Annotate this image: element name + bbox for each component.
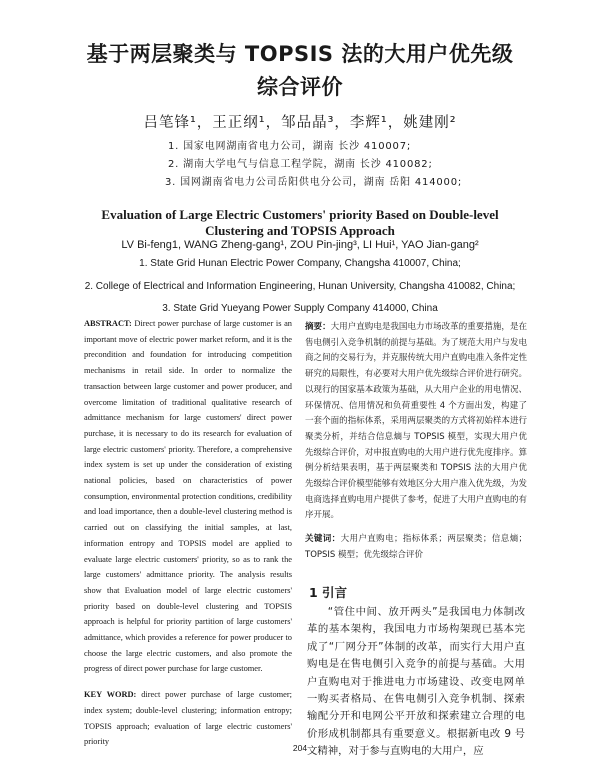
abstract-en [84,316,292,677]
authors-cn: 吕笔锋¹，王正纲¹，邹品晶³，李辉¹，姚建刚² [143,115,457,131]
keywords-cn [305,532,527,563]
title-en-line1: Evaluation of Large Electric Customers' priority Based on Double-level [101,207,499,222]
affiliation-en-1: 1. State Grid Hunan Electric Power Company, Changsha 410007, China; [139,258,461,269]
keywords-cn-label: 关键词： [305,534,341,545]
abstract-cn-text: 大用户直购电是我国电力市场改革的重要措施，是在售电侧引入竞争机制的前提与基础。为了规范大用户与发电商之间的交易行为，并克服传统大用户直购电准入条件定性研究的局限性，有必要对大用户优先级综合评价进行研究。以现行的国家基本政策为基础，从大用户企业的用电情况、环保情况、信用情况和负荷重要性 4 个方面出发，构建了一套个面的指标体系，采用两层聚类的方式将初始样本进行聚类分析，并结合信息熵与 TOPSIS 模型，实现大用户优先级综合评价，对申报直购电的大用户进行优先度排序。算例分析结果表明，基于两层聚类和 TOPSIS 法的大用户优先级综合评价模型能够有效地区分大用户准入优先级，为发电商选择直购电用户提供了参考，促进了大用户直购电的有序开展。 [305,322,527,521]
abstract-en-column [84,316,292,750]
affiliation-en-2: 2. College of Electrical and Information Engineering, Hunan University, Changsha 410082, China; [84,281,516,292]
title-cn-line1: 基于两层聚类与 TOPSIS 法的大用户优先级 [86,42,514,66]
abstract-en-text: Direct power purchase of large customer is an important move of electric power market reform, and it is the precondition and foundation for introducing competition mechanisms in retail side. In order to normalize the transaction between large customer and power producer, and overcome limitation of traditional qualitative research of admittance mechanism for large customers' direct power purchase, it is necessary to do its research for evaluation of large electric customers' priority. Therefore, a comprehensive index system is set up under the consideration of existing national policies, based on characteristics of power consumption, environmental protection conditions, credibility and load importance, then a double-level clustering method is carried out on classifying the initial samples, at last, information entropy and TOPSIS model are applied to evaluate large electric customers' priority, so as to rank the large customers' admittance priority. The analysis results show that Evaluation model of large electric customers' priority based on double-level clustering and TOPSIS approach is helpful for priority partition of large customers' admittance, which provides a reference for power producer to choose the large electric customers, and also promote the progress of direct power purchase for large customer. [84,319,292,674]
keywords-en [84,687,292,750]
introduction-body [307,604,525,761]
authors-en: LV Bi-feng1, WANG Zheng-gang¹, ZOU Pin-jing³, LI Hui¹, YAO Jian-gang² [121,239,479,251]
introduction-paragraph: “管住中间、放开两头”是我国电力体制改革的基本架构，我国电力市场构架现已基本完成了“厂网分开”体制的改革，而实行大用户直购电是在售电侧引入竞争的前提与基础。大用户直购电对于推进电力市场建设、改变电网单一购买者格局、在售电侧引入竞争机制、探索输配分开和电网公平开放和探索建立合理的电价形成机制都具有重要意义。根据新电改 9 号文精神，对于参与直购电的大用户，应 [307,606,525,758]
affiliation-cn-3: 3. 国网湖南省电力公司岳阳供电分公司，湖南 岳阳 414000; [165,177,463,188]
abstract-en-label: ABSTRACT: [84,319,132,328]
abstract-cn-label: 摘要： [305,322,331,332]
affiliation-cn-2: 2. 湖南大学电气与信息工程学院，湖南 长沙 410082; [168,159,433,170]
title-cn-line2: 综合评价 [257,75,343,99]
section-heading-introduction: 1 引言 [309,585,348,600]
abstract-cn-column [305,320,527,564]
affiliation-cn-1: 1. 国家电网湖南省电力公司，湖南 长沙 410007; [168,141,412,152]
title-en-line2: Clustering and TOPSIS Approach [205,223,395,238]
page-number: 204 [292,743,308,753]
affiliation-en-3: 3. State Grid Yueyang Power Supply Company 414000, China [162,303,438,314]
abstract-cn [305,320,527,524]
keywords-en-label: KEY WORD: [84,690,137,700]
keywords-cn-text: 大用户直购电；指标体系；两层聚类；信息熵；TOPSIS 模型；优先级综合评价 [305,534,527,560]
keywords-en-text: direct power purchase of large customer; index system; double-level clustering; information entropy; TOPSIS approach; evaluation of large electric customers' priority [84,690,292,747]
